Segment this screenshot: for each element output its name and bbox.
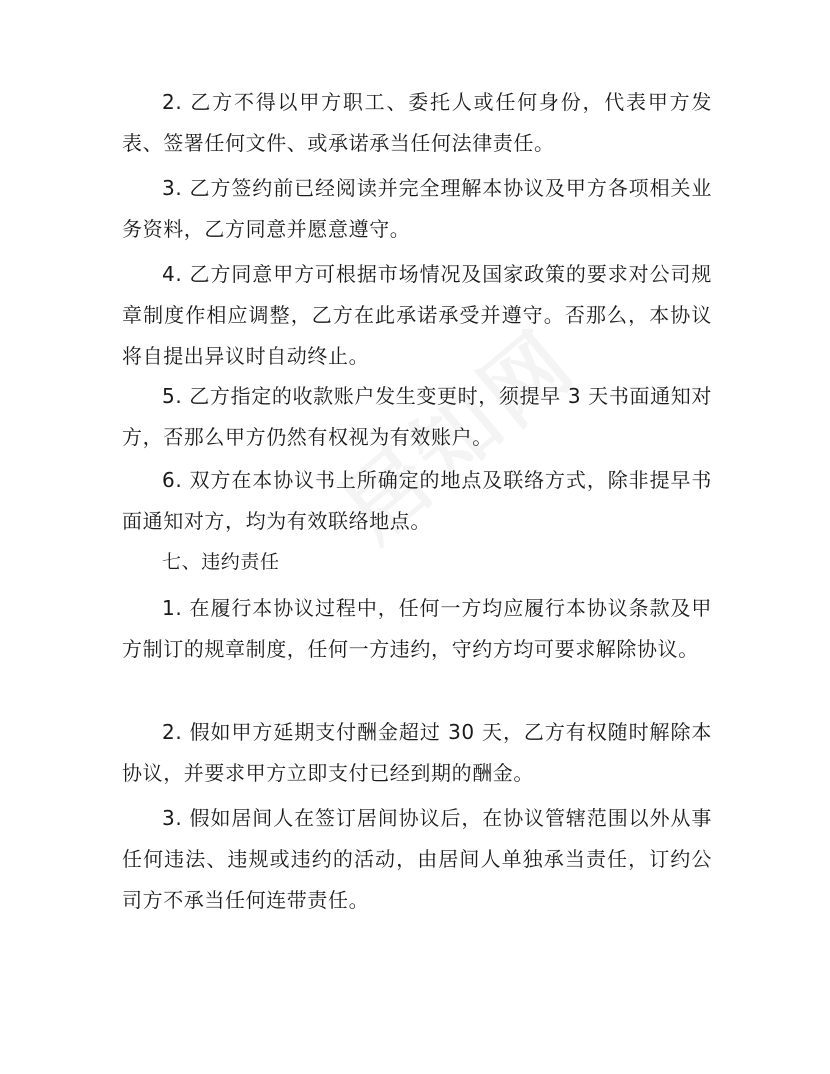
section-heading: 七、违约责任: [162, 551, 280, 573]
clause-paragraph: 3. 乙方签约前已经阅读并完全理解本协议及甲方各项相关业务资料，乙方同意并愿意遵守。: [122, 176, 712, 241]
clause-paragraph: 2. 乙方不得以甲方职工、委托人或任何身份，代表甲方发表、签署任何文件、或承诺承当任何法律责任。: [122, 90, 712, 155]
clause-paragraph: 5. 乙方指定的收款账户发生变更时，须提早 3 天书面通知对方，否那么甲方仍然有权视为有效账户。: [122, 384, 712, 449]
clause-paragraph: 1. 在履行本协议过程中，任何一方均应履行本协议条款及甲方制订的规章制度，任何一方违约，守约方均可要求解除协议。: [122, 596, 712, 661]
clause-paragraph: 2. 假如甲方延期支付酬金超过 30 天，乙方有权随时解除本协议，并要求甲方立即支付已经到期的酬金。: [122, 720, 712, 785]
clause-paragraph: 6. 双方在本协议书上所确定的地点及联络方式，除非提早书面通知对方，均为有效联络地点。: [122, 468, 712, 533]
clause-paragraph: 3. 假如居间人在签订居间协议后，在协议管辖范围以外从事任何违法、违规或违约的活动，由居间人单独承当责任，订约公司方不承当任何连带责任。: [122, 806, 712, 912]
clause-paragraph: 4. 乙方同意甲方可根据市场情况及国家政策的要求对公司规章制度作相应调整，乙方在此承诺承受并遵守。否那么，本协议将自提出异议时自动终止。: [122, 262, 712, 368]
